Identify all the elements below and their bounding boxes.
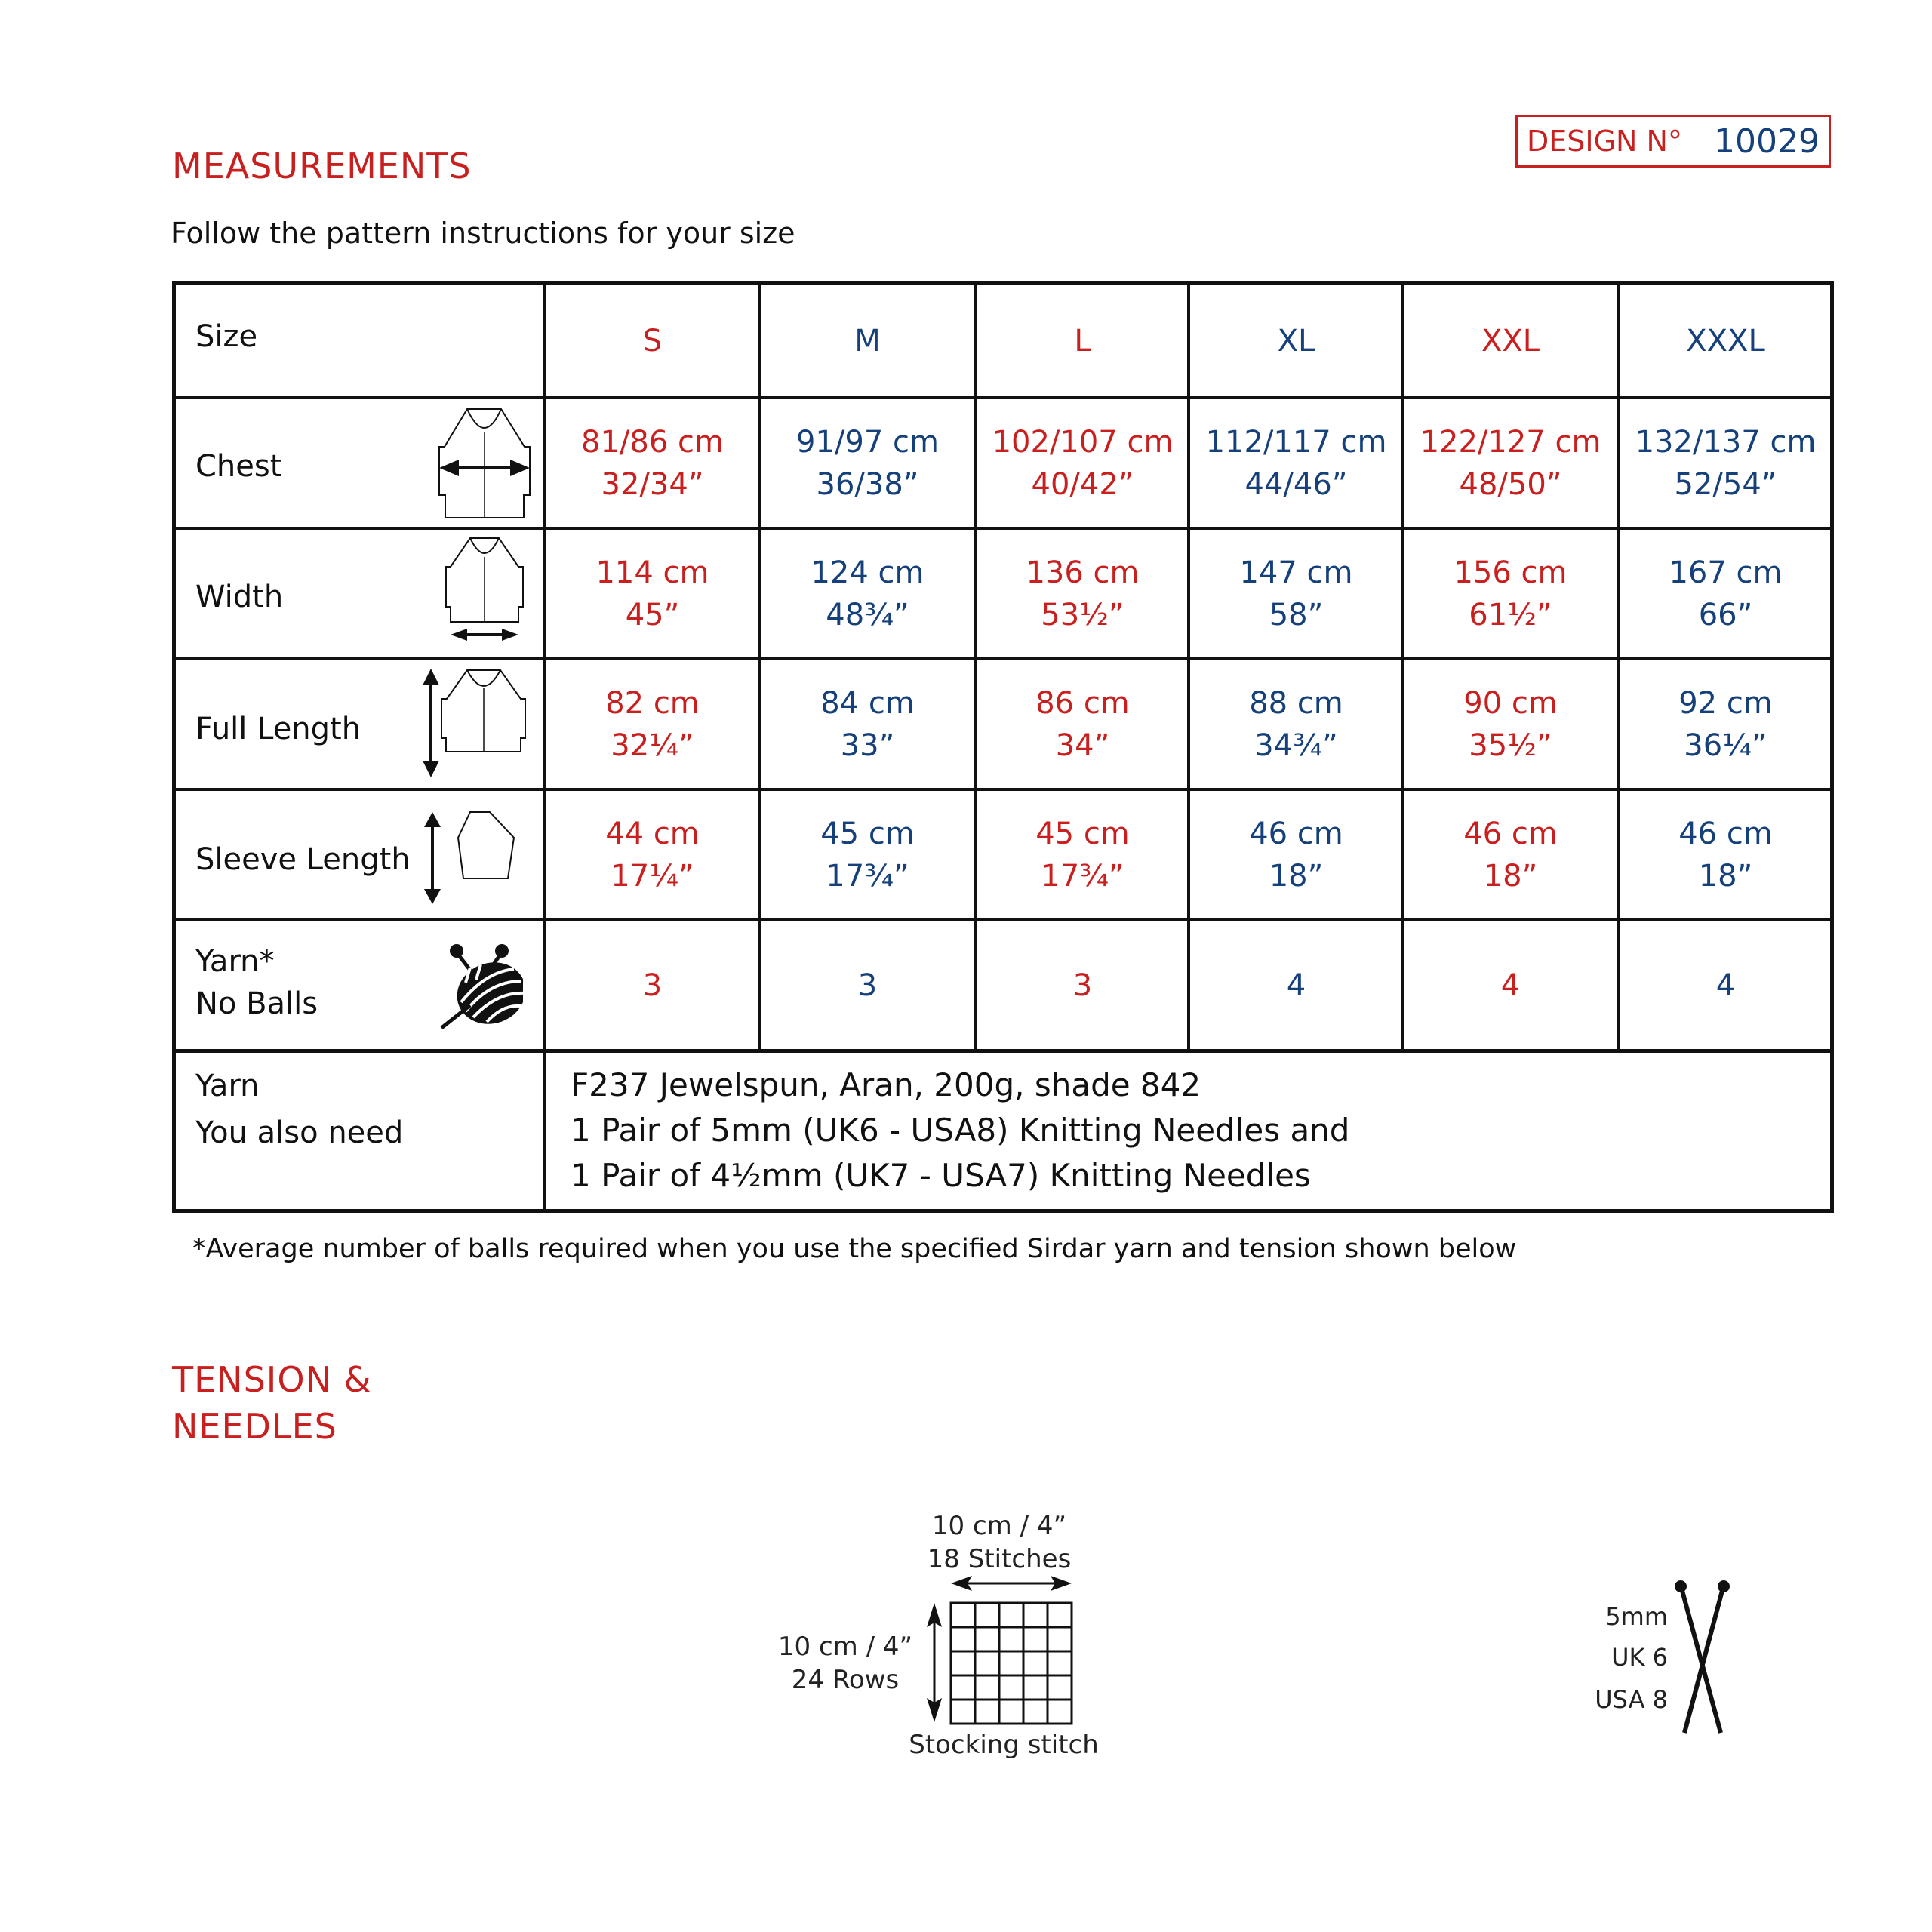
measurement-inches: 18” bbox=[1483, 858, 1538, 894]
measurement-cell bbox=[546, 530, 758, 657]
ball-count: 4 bbox=[1500, 968, 1521, 1003]
size-column-header bbox=[761, 285, 974, 396]
knitting-needles-icon bbox=[1672, 1577, 1733, 1743]
measurement-cell bbox=[761, 530, 974, 657]
measurement-inches: 17¼” bbox=[611, 858, 694, 894]
measurement-cell bbox=[977, 399, 1189, 527]
ball-count: 3 bbox=[1072, 968, 1093, 1003]
measurements-table bbox=[172, 281, 1834, 1213]
measurement-cell bbox=[977, 530, 1189, 657]
tension-needles-title bbox=[172, 1356, 371, 1450]
measurement-cell bbox=[761, 791, 974, 918]
measurement-inches: 44/46” bbox=[1244, 466, 1348, 502]
ball-count: 3 bbox=[857, 968, 878, 1003]
measurement-inches: 53½” bbox=[1041, 597, 1124, 632]
measurement-cell bbox=[546, 791, 758, 918]
size-column-header bbox=[546, 285, 758, 396]
yarn-description: F237 Jewelspun, Aran, 200g, shade 842 bbox=[571, 1066, 1201, 1103]
measurement-cell bbox=[1620, 660, 1832, 788]
measurement-inches: 40/42” bbox=[1031, 466, 1134, 502]
measurement-inches: 32/34” bbox=[601, 466, 704, 502]
measurement-cell bbox=[546, 660, 758, 788]
measurement-cell bbox=[977, 791, 1189, 918]
size-label-m: M bbox=[854, 323, 881, 358]
measurement-cm: 91/97 cm bbox=[796, 424, 939, 460]
row-label-sleeve-length: Sleeve Length bbox=[195, 842, 411, 877]
measurement-inches: 17¾” bbox=[1041, 858, 1124, 894]
measurement-cm: 132/137 cm bbox=[1635, 424, 1817, 460]
measurement-inches: 17¾” bbox=[826, 858, 909, 894]
measurement-cell bbox=[1404, 660, 1617, 788]
design-number: 10029 bbox=[1714, 122, 1820, 161]
balls-cell bbox=[1190, 921, 1402, 1050]
measurement-cell bbox=[1190, 399, 1402, 527]
design-label: DESIGN N° bbox=[1527, 125, 1682, 158]
row-label-width: Width bbox=[195, 580, 284, 614]
size-label-xxl: XXL bbox=[1481, 323, 1540, 358]
needles-line-2: 1 Pair of 4½mm (UK7 - USA7) Knitting Needles bbox=[571, 1157, 1311, 1194]
measurement-cell bbox=[1190, 660, 1402, 788]
measurement-cell bbox=[1404, 791, 1617, 918]
measurement-cell bbox=[977, 660, 1189, 788]
size-label-xl: XL bbox=[1277, 323, 1315, 358]
cardigan-length-icon bbox=[416, 667, 529, 779]
measurement-cm: 156 cm bbox=[1454, 555, 1567, 590]
measurement-cm: 82 cm bbox=[605, 685, 700, 721]
measurement-inches: 52/54” bbox=[1674, 466, 1777, 502]
cardigan-hem-width-icon bbox=[445, 537, 528, 650]
tension-square-icon bbox=[913, 1570, 1079, 1728]
size-column-header bbox=[1620, 285, 1832, 396]
yarn-label: Yarn bbox=[195, 1069, 260, 1103]
sleeve-length-icon bbox=[416, 811, 529, 907]
measurement-cm: 136 cm bbox=[1026, 555, 1140, 590]
measurement-cm: 81/86 cm bbox=[581, 424, 724, 460]
measurement-inches: 58” bbox=[1269, 597, 1324, 632]
needles-line-1: 1 Pair of 5mm (UK6 - USA8) Knitting Needles and bbox=[571, 1112, 1350, 1149]
design-number-box bbox=[1515, 115, 1831, 168]
size-column-header bbox=[977, 285, 1189, 396]
also-need-label: You also need bbox=[195, 1115, 404, 1150]
cardigan-chest-width-icon bbox=[436, 408, 534, 519]
tension-diagram bbox=[755, 1494, 1117, 1766]
size-column-header bbox=[1404, 285, 1617, 396]
measurement-cell bbox=[1620, 791, 1832, 918]
measurement-cm: 44 cm bbox=[605, 816, 700, 851]
measurement-cm: 45 cm bbox=[1035, 816, 1130, 851]
measurement-inches: 32¼” bbox=[611, 728, 694, 763]
measurement-inches: 34” bbox=[1055, 728, 1110, 763]
measurement-inches: 35½” bbox=[1469, 728, 1552, 763]
needle-size-uk: UK 6 bbox=[1611, 1643, 1668, 1672]
measurements-title: MEASUREMENTS bbox=[172, 146, 472, 186]
row-label-chest: Chest bbox=[195, 449, 282, 484]
row-count: 24 Rows bbox=[791, 1665, 900, 1695]
measurement-cm: 46 cm bbox=[1463, 816, 1558, 851]
measurement-cm: 124 cm bbox=[811, 555, 924, 590]
measurement-inches: 34¾” bbox=[1254, 728, 1338, 763]
ball-count: 3 bbox=[642, 968, 663, 1003]
measurement-inches: 66” bbox=[1698, 597, 1753, 632]
measurement-cell bbox=[1190, 791, 1402, 918]
measurement-cell bbox=[1190, 530, 1402, 657]
size-column-header bbox=[1190, 285, 1402, 396]
measurement-inches: 33” bbox=[840, 728, 895, 763]
row-label-yarn bbox=[195, 1063, 403, 1156]
measurement-inches: 61½” bbox=[1469, 597, 1552, 632]
stitch-width-measure: 10 cm / 4” bbox=[931, 1511, 1067, 1541]
size-label-xxxl: XXXL bbox=[1686, 323, 1765, 358]
row-label-full-length: Full Length bbox=[195, 712, 361, 746]
ball-count: 4 bbox=[1715, 968, 1736, 1003]
measurement-cell bbox=[1620, 399, 1832, 527]
measurement-cell bbox=[1404, 399, 1617, 527]
measurement-cell bbox=[1404, 530, 1617, 657]
measurement-cm: 45 cm bbox=[820, 816, 915, 851]
measurement-inches: 45” bbox=[625, 597, 680, 632]
measurement-cm: 167 cm bbox=[1669, 555, 1783, 590]
yarn-balls-label-line2: No Balls bbox=[195, 986, 318, 1021]
measurement-cm: 88 cm bbox=[1249, 685, 1343, 721]
measurement-inches: 48/50” bbox=[1459, 466, 1562, 502]
measurement-cm: 46 cm bbox=[1249, 816, 1343, 851]
measurement-cell bbox=[761, 660, 974, 788]
balls-cell bbox=[1620, 921, 1832, 1050]
measurement-inches: 36¼” bbox=[1684, 728, 1767, 763]
balls-cell bbox=[1404, 921, 1617, 1050]
tension-title-line1: TENSION & bbox=[172, 1359, 372, 1400]
measurement-cm: 92 cm bbox=[1678, 685, 1773, 721]
measurement-cm: 122/127 cm bbox=[1420, 424, 1601, 460]
measurement-inches: 48¾” bbox=[826, 597, 909, 632]
yarn-ball-icon bbox=[440, 942, 523, 1031]
needle-size-info bbox=[1570, 1570, 1751, 1751]
measurement-cm: 86 cm bbox=[1035, 685, 1130, 721]
yarn-balls-label-line1: Yarn* bbox=[195, 944, 275, 979]
tension-title-line2: NEEDLES bbox=[172, 1406, 337, 1447]
balls-cell bbox=[546, 921, 758, 1050]
measurement-inches: 18” bbox=[1269, 858, 1324, 894]
measurement-cm: 46 cm bbox=[1678, 816, 1773, 851]
measurement-cm: 90 cm bbox=[1463, 685, 1558, 721]
measurement-cm: 102/107 cm bbox=[992, 424, 1174, 460]
measurement-cell bbox=[761, 399, 974, 527]
measurement-cm: 112/117 cm bbox=[1205, 424, 1387, 460]
measurement-inches: 36/38” bbox=[816, 466, 919, 502]
stitch-type: Stocking stitch bbox=[909, 1730, 1099, 1760]
stitch-count: 18 Stitches bbox=[927, 1544, 1072, 1574]
yarn-info bbox=[571, 1063, 1349, 1198]
measurement-cm: 147 cm bbox=[1239, 555, 1353, 590]
balls-cell bbox=[761, 921, 974, 1050]
size-label-s: S bbox=[642, 323, 663, 358]
measurement-cm: 114 cm bbox=[595, 555, 709, 590]
balls-cell bbox=[977, 921, 1189, 1050]
footnote: *Average number of balls required when you use the specified Sirdar yarn and tension shown below bbox=[192, 1234, 1517, 1264]
size-label: Size bbox=[195, 319, 258, 354]
needle-size-usa: USA 8 bbox=[1595, 1685, 1668, 1714]
measurement-inches: 18” bbox=[1698, 858, 1753, 894]
row-label-yarn-balls bbox=[195, 940, 318, 1025]
subtitle: Follow the pattern instructions for your size bbox=[171, 217, 795, 250]
ball-count: 4 bbox=[1286, 968, 1306, 1003]
measurement-cell bbox=[546, 399, 758, 527]
measurement-cell bbox=[1620, 530, 1832, 657]
needle-size-mm: 5mm bbox=[1605, 1602, 1668, 1631]
size-label-l: L bbox=[1074, 323, 1091, 358]
row-height-measure: 10 cm / 4” bbox=[777, 1632, 913, 1662]
measurement-cm: 84 cm bbox=[820, 685, 915, 721]
